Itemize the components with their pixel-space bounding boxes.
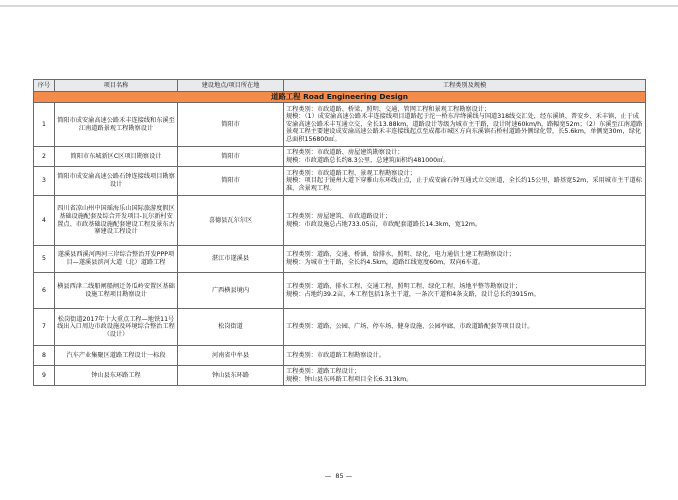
row-project-name: 钟山县东环路工程	[55, 366, 178, 386]
row-location: 简阳市	[178, 167, 284, 196]
table-row	[34, 196, 646, 246]
scope-line: 工程类别：市政道路、桥梁、照明、交通、管网工程和景观工程勘察设计；	[286, 105, 491, 113]
scope-line: 规模：为城市主干路，全长约4.5km，道路红线宽度60m，双向6车道。	[286, 259, 485, 266]
scope-line: 工程类别：市政道路工程勘察设计。	[286, 351, 385, 359]
scope-line: 工程类别：市政道路工程、景观工程勘察设计；	[286, 169, 416, 177]
row-scope	[284, 196, 646, 246]
row-project-name: 汽车产业集聚区道路工程设计一标段	[55, 346, 178, 366]
table-row	[34, 147, 646, 167]
table-row	[34, 346, 646, 366]
row-project-name: 简阳市成安渝高速公路石钟连接线项目勘察设计	[55, 167, 178, 196]
table-row	[34, 366, 646, 386]
section-row	[34, 92, 646, 103]
scope-line: 工程类别：道路、排水工程、交通工程、照明工程、绿化工程、场地平整等勘察设计；	[286, 282, 522, 290]
row-location: 河南省中牟县	[178, 346, 284, 366]
row-scope	[284, 346, 646, 366]
scope-line: 工程类别：市政道路、房屋建筑勘察设计；	[286, 148, 404, 156]
row-project-name: 横县西津二线船闸船闸迁务瓜岭安置区基础设施工程项目勘察设计	[55, 273, 178, 309]
row-scope	[284, 167, 646, 196]
footer-dash-left: —	[324, 472, 336, 480]
row-location: 广西横县境内	[178, 273, 284, 309]
row-location: 简阳市	[178, 103, 284, 147]
scope-line: 规模：项目起于镜州大道下穿雅山东环线止点，止于成安渝石钟互通式立交匝道，全长约15公里，路基宽52m，采用城市主干道标准，含景观工程。	[286, 177, 642, 192]
scope-line: 规模：（1）成安渝高速公路禾丰连接线项目道路起于沱一桥东岸绛溪线与国道318线交汇处，经东溪镇、普安乡、禾丰镇，止于成安渝高速公路禾丰互通立交，全长13.88km，道路设计等级为城市主干路，设计时速60km/h，路幅宽52m；（2）东溪至江南道路景观工程主要建设成安渝高速公路禾丰连接线起点至成都市城区方向东溪镇石桥村道路外侧绿化带，长5.6km，单侧宽30m，绿化总面积156800㎡。	[286, 113, 643, 143]
scope-line: 规模：市政道路总长约8.3公里，总建筑面积约481000㎡。	[286, 156, 450, 164]
row-scope	[284, 103, 646, 147]
row-project-name: 四川省凉山州中国瑶海乐山国际旅游度假区基础设施配套及综合开发项目-瓦尔新村安置点、市政基础设施配套建设工程及景东古寨建设工程设计	[55, 196, 178, 246]
section-title: 道路工程 Road Engineering Design	[34, 92, 646, 103]
table-row	[34, 273, 646, 309]
scope-line: 规模：占地约39.2亩，本工程包括1条主干道，一条次干道和4条支路，设计总长约3915m。	[286, 290, 540, 298]
header-scope: 工程类别及规模	[284, 80, 646, 92]
scope-line: 规模：市政设施总占地733.05亩，市政配套道路长14.3km，宽12m。	[286, 220, 482, 228]
row-seq: 8	[34, 346, 55, 366]
header-location: 建设地点/项目所在地	[178, 80, 284, 92]
page-number: 85	[335, 472, 344, 480]
row-seq: 5	[34, 246, 55, 273]
table-row	[34, 103, 646, 147]
row-location: 喜德县瓦尔尔区	[178, 196, 284, 246]
header-seq: 序号	[34, 80, 55, 92]
scope-line: 规模：钟山县东环路工程项目全长6.313km。	[286, 375, 413, 383]
row-seq: 7	[34, 309, 55, 346]
row-project-name: 遂溪县西溪河两河三岸综合整治开发PPP项目—遂溪县滨河大道（北）道路工程	[55, 246, 178, 273]
row-seq: 4	[34, 196, 55, 246]
footer-dash-right: —	[345, 472, 354, 480]
header-name: 项目名称	[55, 80, 178, 92]
row-project-name: 简阳市东城新区C区项目勘察设计	[55, 147, 178, 167]
row-location: 松岗街道	[178, 309, 284, 346]
row-project-name: 松岗街道2017年十大重点工程—地铁11号线出入口周边市政设施及环境综合整治工程（设计）	[55, 309, 178, 346]
table-header-row	[34, 80, 646, 92]
row-scope	[284, 246, 646, 273]
scope-line: 工程类别：道路工程设计；	[286, 367, 361, 375]
scope-line: 工程类别：道路、交通、桥涵、给排水、照明、绿化、电力通信土建工程勘察设计；	[286, 251, 515, 259]
top-divider	[0, 5, 678, 7]
scope-line: 工程类别：房屋建筑、市政道路设计；	[286, 212, 392, 220]
row-seq: 2	[34, 147, 55, 167]
row-location: 简阳市	[178, 147, 284, 167]
row-seq: 1	[34, 103, 55, 147]
row-project-name: 简阳市成安渝高速公路禾丰连接线和东溪至江南道路景观工程勘察设计	[55, 103, 178, 147]
scope-line: 工程类别：道路、公园、广场、停车场、健身设施、公园亭廊、市政道路配套等项目设计。	[286, 323, 534, 331]
row-scope	[284, 273, 646, 309]
row-scope	[284, 147, 646, 167]
projects-table	[33, 79, 646, 386]
row-seq: 3	[34, 167, 55, 196]
row-scope	[284, 366, 646, 386]
row-location: 钟山县东环路	[178, 366, 284, 386]
row-location: 湛江市遂溪县	[178, 246, 284, 273]
row-scope	[284, 309, 646, 346]
table-row	[34, 246, 646, 273]
row-seq: 6	[34, 273, 55, 309]
table-row	[34, 167, 646, 196]
page-footer	[0, 472, 678, 480]
row-seq: 9	[34, 366, 55, 386]
table-row	[34, 309, 646, 346]
